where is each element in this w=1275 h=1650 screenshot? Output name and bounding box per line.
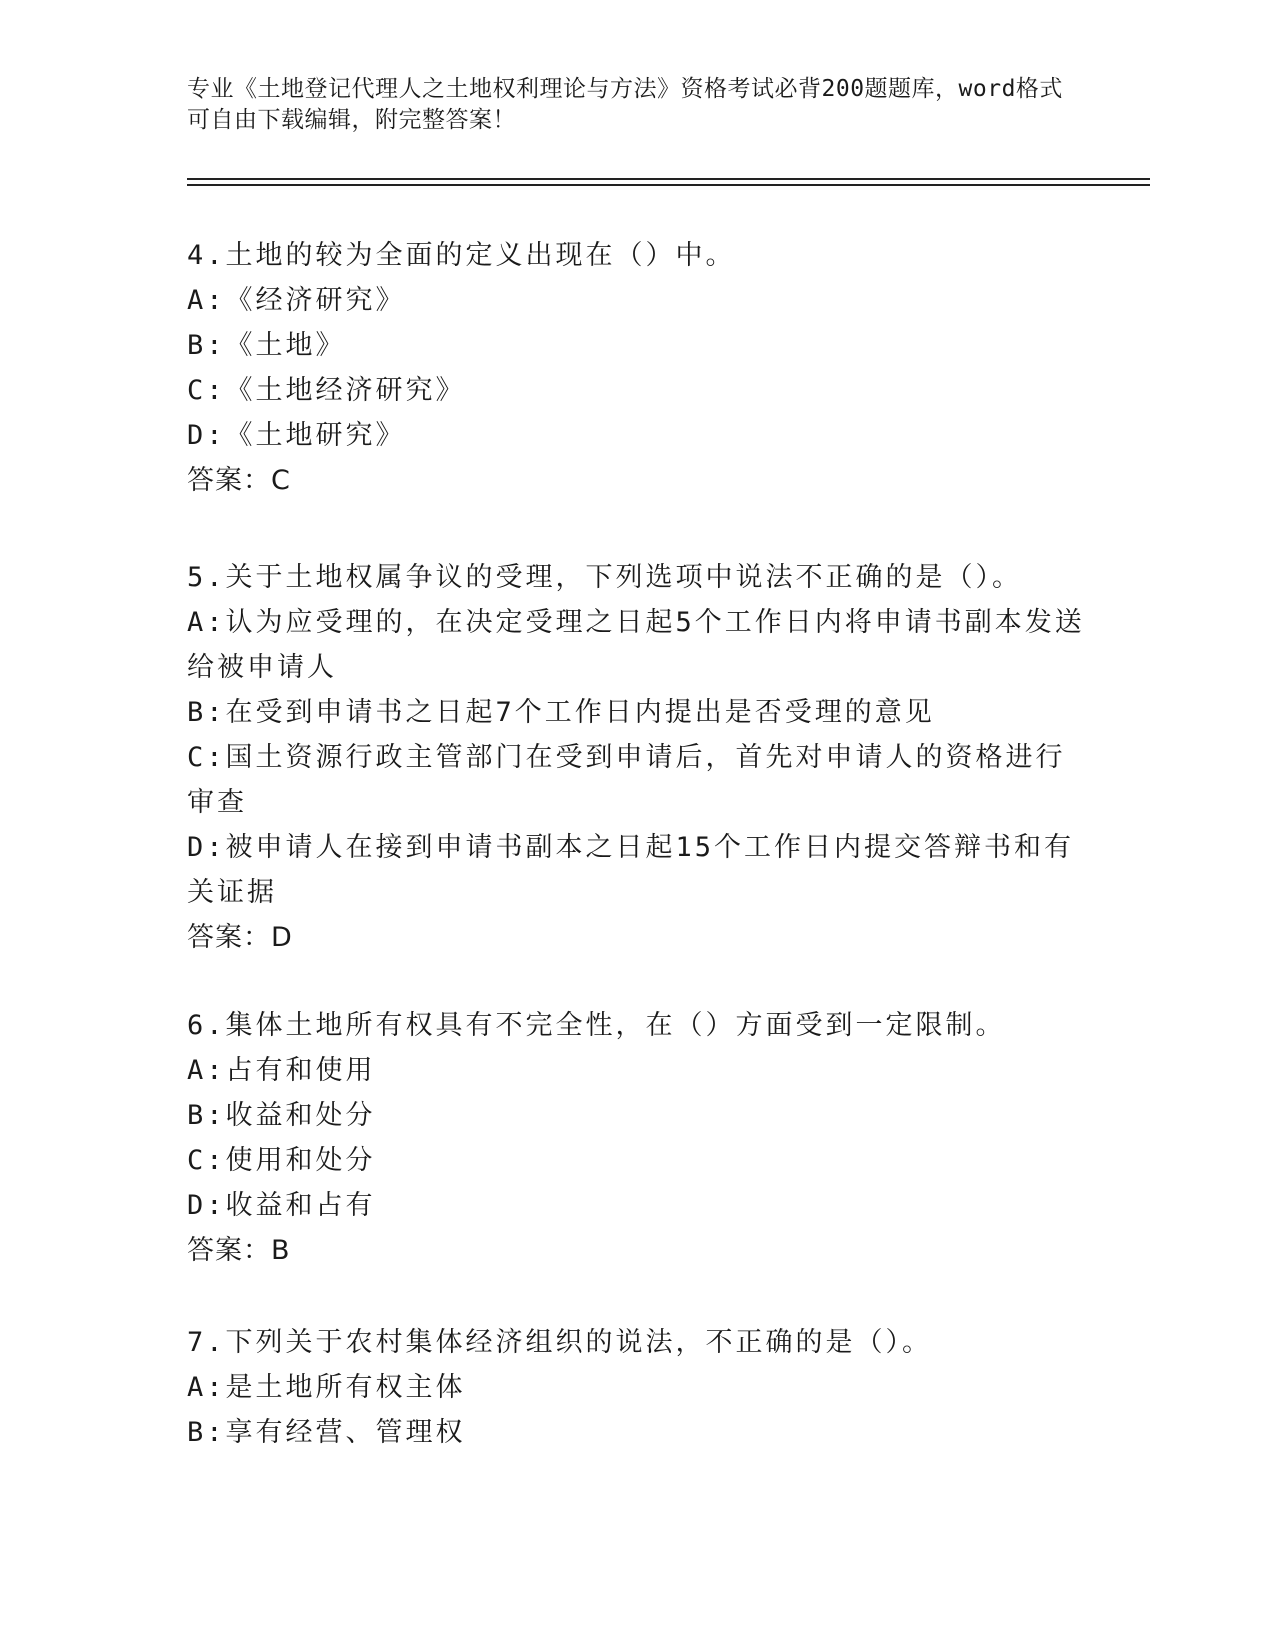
question-7	[187, 1320, 1087, 1455]
option-a: A:《经济研究》	[187, 285, 406, 316]
option-c: C:国土资源行政主管部门在受到申请后，首先对申请人的资格进行审查	[187, 742, 1066, 818]
question-stem: 6.集体土地所有权具有不完全性，在（）方面受到一定限制。	[187, 1010, 1006, 1041]
option-d: D:收益和占有	[187, 1190, 376, 1221]
option-c: C:《土地经济研究》	[187, 375, 466, 406]
option-a: A:是土地所有权主体	[187, 1372, 466, 1403]
option-b: B:《土地》	[187, 330, 346, 361]
option-a: A:占有和使用	[187, 1055, 376, 1086]
question-stem: 5.关于土地权属争议的受理，下列选项中说法不正确的是（）。	[187, 562, 1023, 593]
header-divider-bottom	[187, 184, 1150, 186]
question-stem: 4.土地的较为全面的定义出现在（）中。	[187, 240, 736, 271]
question-stem: 7.下列关于农村集体经济组织的说法，不正确的是（）。	[187, 1327, 933, 1358]
question-6	[187, 1003, 1087, 1273]
option-a: A:认为应受理的，在决定受理之日起5个工作日内将申请书副本发送给被申请人	[187, 607, 1085, 683]
option-b: B:享有经营、管理权	[187, 1417, 466, 1448]
option-b: B:收益和处分	[187, 1100, 376, 1131]
header-intro-text: 专业《土地登记代理人之土地权利理论与方法》资格考试必背200题题库，word格式可自由下载编辑，附完整答案！	[187, 76, 1063, 133]
option-d: D:被申请人在接到申请书副本之日起15个工作日内提交答辩书和有关证据	[187, 832, 1075, 908]
answer-text: 答案：B	[187, 1235, 291, 1266]
answer-text: 答案：C	[187, 465, 291, 496]
option-c: C:使用和处分	[187, 1145, 376, 1176]
header-divider-top	[187, 178, 1150, 180]
option-b: B:在受到申请书之日起7个工作日内提出是否受理的意见	[187, 697, 935, 728]
document-header	[187, 74, 1067, 136]
question-5	[187, 555, 1087, 960]
answer-text: 答案：D	[187, 922, 293, 953]
option-d: D:《土地研究》	[187, 420, 406, 451]
question-4	[187, 233, 1087, 503]
